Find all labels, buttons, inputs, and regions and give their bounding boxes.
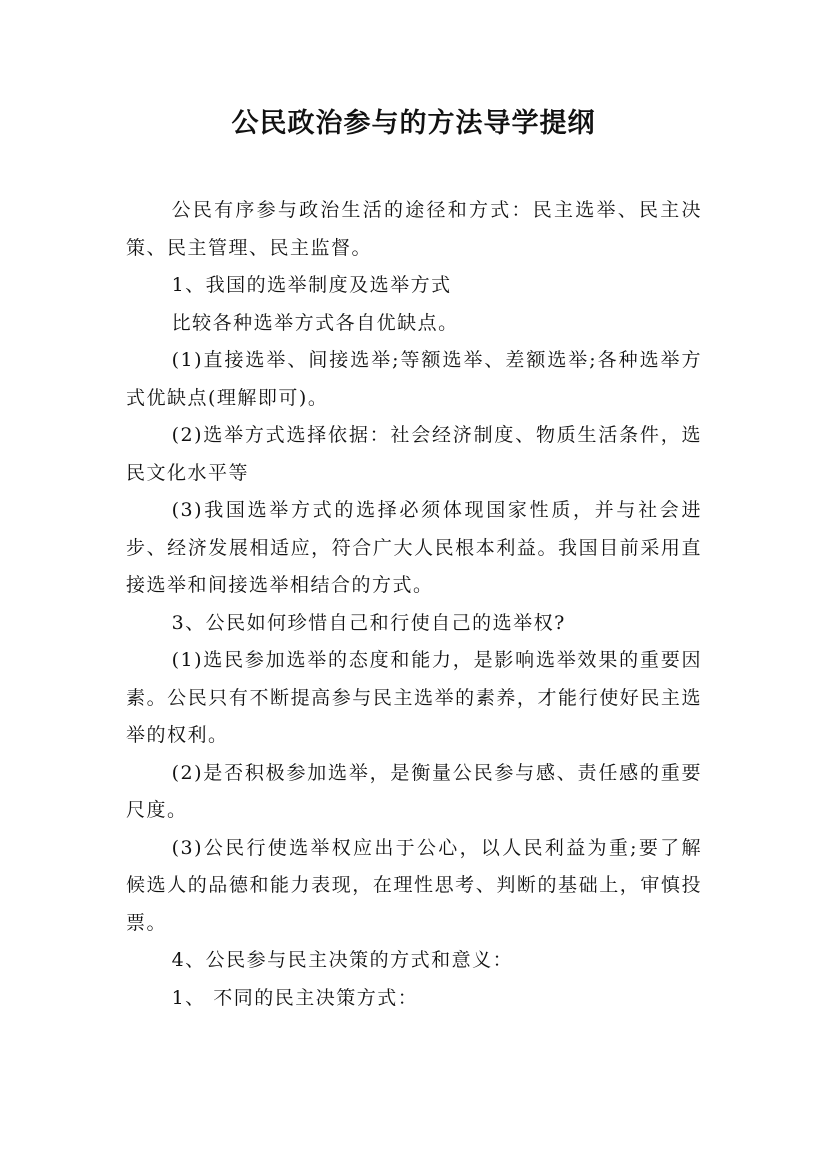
list-item-national-choice: (3)我国选举方式的选择必须体现国家性质，并与社会进步、经济发展相适应，符合广大人民根本利益。我国目前采用直接选举和间接选举相结合的方式。	[126, 499, 702, 596]
list-item-participation: (2)是否积极参加选举，是衡量公民参与感、责任感的重要尺度。	[126, 761, 702, 821]
document-title: 公民政治参与的方法导学提纲	[231, 108, 596, 139]
paragraph-compare: 比较各种选举方式各自优缺点。	[171, 311, 459, 334]
list-item-attitude-ability: (1)选民参加选举的态度和能力，是影响选举效果的重要因素。公民只有不断提高参与民主选举的素养，才能行使好民主选举的权利。	[126, 649, 702, 746]
heading-election-system: 1、我国的选举制度及选举方式	[171, 274, 452, 296]
list-item-decision-methods: 1、 不同的民主决策方式：	[171, 986, 419, 1009]
document-body	[126, 192, 702, 1017]
heading-cherish-vote: 3、公民如何珍惜自己和行使自己的选举权?	[171, 611, 566, 634]
paragraph-intro: 公民有序参与政治生活的途径和方式：民主选举、民主决策、民主管理、民主监督。	[126, 199, 702, 259]
list-item-public-interest: (3)公民行使选举权应出于公心，以人民利益为重;要了解候选人的品德和能力表现，在理性思考、判断的基础上，审慎投票。	[126, 836, 702, 934]
list-item-election-types: (1)直接选举、间接选举;等额选举、差额选举;各种选举方式优缺点(理解即可)。	[126, 349, 702, 409]
list-item-selection-basis: (2)选举方式选择依据：社会经济制度、物质生活条件，选民文化水平等	[126, 424, 702, 484]
heading-decision-making: 4、公民参与民主决策的方式和意义：	[171, 949, 514, 971]
